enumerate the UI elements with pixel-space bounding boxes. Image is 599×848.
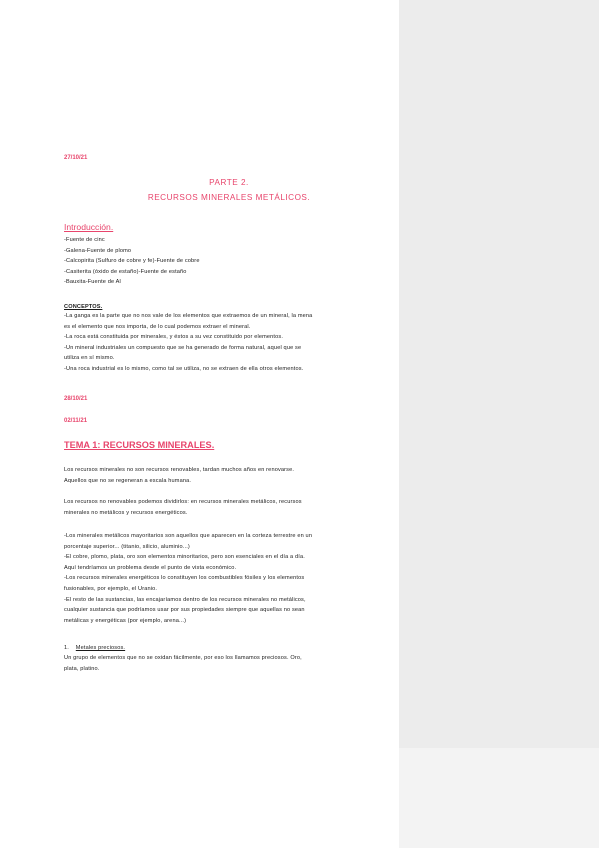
- concepts-heading: CONCEPTOS.: [64, 304, 103, 310]
- text-line: -La ganga es la parte que no nos vale de los elementos que extraemos de un mineral, la mena: [64, 313, 313, 319]
- list-item: -Galena-Fuente de plomo: [64, 247, 132, 254]
- part-title: PARTE 2.: [209, 178, 249, 187]
- text-line: minerales no metálicos y recursos energéticos.: [64, 509, 188, 516]
- text-line: Aquí tendríamos un problema desde el punto de vista económico.: [64, 564, 237, 571]
- list-item: -Calcopirita (Sulfuro de cobre y fe)-Fuente de cobre: [64, 258, 200, 265]
- date-label: 28/10/21: [64, 396, 88, 402]
- paragraph: [64, 653, 302, 674]
- text-line: -El cobre, plomo, plata, oro son elementos minoritarios, pero son esenciales en el día a día.: [64, 554, 305, 561]
- text-line: plata, platino.: [64, 665, 100, 672]
- text-line: metálicas y energéticas (por ejemplo, arena...): [64, 617, 187, 624]
- part-subtitle: RECURSOS MINERALES METÁLICOS.: [147, 193, 311, 202]
- paragraph: [64, 531, 312, 626]
- list-item: -Bauxita-Fuente de Al: [64, 279, 121, 286]
- list-item: -Casiterita (óxido de estaño)-Fuente de estaño: [64, 268, 187, 275]
- list-item: -Fuente de cinc: [64, 237, 105, 243]
- text-line: Aquellos que no se regeneran a escala humana.: [64, 477, 192, 484]
- text-line: -Una roca industrial es lo mismo, como tal se utiliza, no se extraen de ella otros elementos.: [64, 365, 304, 372]
- paragraph: [64, 465, 294, 486]
- text-line: -Los recursos minerales energéticos lo constituyen los combustibles fósiles y los elementos: [64, 575, 305, 582]
- text-line: -Los minerales metálicos mayoritarios son aquellos que aparecen en la corteza terrestre en un: [64, 533, 313, 539]
- list-heading: Metales preciosos.: [75, 645, 126, 651]
- text-line: -El resto de las sustancias, las encajaríamos dentro de los recursos minerales no metálicos,: [64, 596, 306, 603]
- intro-heading: Introducción.: [64, 222, 114, 232]
- comment-pane: [399, 0, 599, 748]
- text-line: -La roca está constituida por minerales, y éstos a su vez constituido por elementos.: [64, 334, 284, 341]
- text-line: fusionables, por ejemplo, el Uranio.: [64, 585, 158, 592]
- paragraph: [64, 497, 302, 518]
- text-line: cualquier sustancia que podríamos usar por sus propiedades siempre que aquellas no sean: [64, 607, 305, 614]
- text-line: -Un mineral industriales un compuesto que se ha generado de forma natural, aquel que se: [64, 344, 302, 351]
- text-line: utiliza en sí mismo.: [64, 355, 115, 362]
- text-line: es el elemento que nos importa, de lo cual podemos extraer el mineral.: [64, 323, 251, 330]
- text-line: Los recursos no renovables podemos dividirlos: en recursos minerales metálicos, recursos: [64, 499, 302, 505]
- concepts-text: [64, 311, 312, 375]
- date-label: 02/11/21: [64, 418, 88, 424]
- numbered-heading: [64, 643, 125, 654]
- text-line: Los recursos minerales no son recursos renovables, tardan muchos años en renovarse.: [64, 467, 295, 473]
- list-number: 1.: [64, 645, 69, 651]
- tema-heading: TEMA 1: RECURSOS MINERALES.: [64, 440, 215, 450]
- intro-list: [64, 235, 200, 288]
- date-label: 27/10/21: [64, 155, 88, 161]
- text-line: porcentaje superior... (titanio, silicio, aluminio...): [64, 543, 190, 550]
- text-line: Un grupo de elementos que no se oxidan fácilmente, por eso los llamamos preciosos. Oro,: [64, 655, 302, 661]
